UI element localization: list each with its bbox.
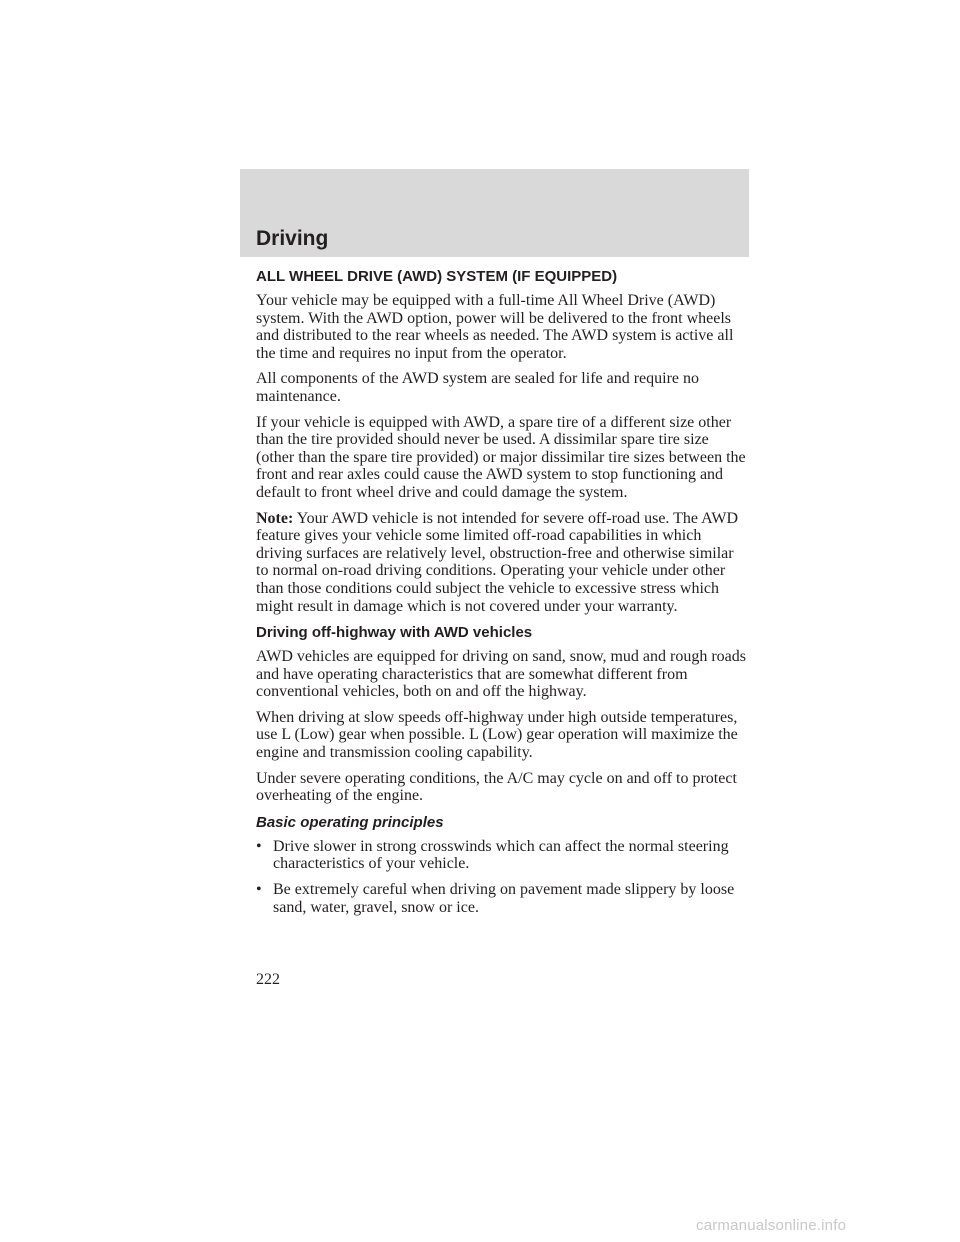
- list-item-text: Be extremely careful when driving on pavement made slippery by loose sand, water, gravel, snow or ice.: [273, 881, 735, 916]
- offhighway-paragraph-2: When driving at slow speeds off-highway under high outside temperatures, use L (Low) gear when possible. L (Low) gear operation will maximize the engine and transmission cooling capability.: [256, 708, 738, 762]
- list-item: [256, 881, 750, 916]
- bullet-icon: •: [256, 881, 262, 899]
- note-text: Your AWD vehicle is not intended for severe off-road use. The AWD feature gives your vehicle some limited off-road capabilities in which driving surfaces are relatively level, obstruction-free and otherwise similar to normal on-road driving conditions. Operating your vehicle under other than those conditions could subject the vehicle to excessive stress which might result in damage which is not covered under your warranty.: [256, 509, 739, 615]
- principles-heading: Basic operating principles: [256, 813, 444, 831]
- list-item-text: Drive slower in strong crosswinds which can affect the normal steering characteristics of your vehicle.: [273, 837, 729, 873]
- offhighway-heading: Driving off-highway with AWD vehicles: [256, 624, 533, 642]
- chapter-title: Driving: [256, 227, 329, 250]
- awd-paragraph-2: All components of the AWD system are sealed for life and require no maintenance.: [256, 370, 700, 405]
- principles-list: [256, 838, 750, 916]
- offhighway-paragraph-3: Under severe operating conditions, the A/C may cycle on and off to protect overheating of the engine.: [256, 769, 737, 805]
- offhighway-paragraph-1: AWD vehicles are equipped for driving on sand, snow, mud and rough roads and have operating characteristics that are somewhat different from conventional vehicles, both on and off the highway.: [256, 648, 747, 701]
- awd-section-heading: ALL WHEEL DRIVE (AWD) SYSTEM (IF EQUIPPED): [256, 268, 618, 285]
- note-label: Note:: [256, 509, 294, 527]
- watermark: carmanualsonline.info: [696, 1217, 847, 1234]
- list-item: [256, 838, 750, 873]
- chapter-header-band: [240, 169, 749, 257]
- page-number: 222: [256, 971, 280, 988]
- awd-paragraph-1: Your vehicle may be equipped with a full-time All Wheel Drive (AWD) system. With the AWD option, power will be delivered to the front wheels and distributed to the rear wheels as needed. The AWD system is active all the time and requires no input from the operator.: [256, 292, 734, 362]
- bullet-icon: •: [256, 837, 262, 855]
- awd-paragraph-3: If your vehicle is equipped with AWD, a spare tire of a different size other than the tire provided should never be used. A dissimilar spare tire size (other than the spare tire provided) or major dissimilar tire sizes between the front and rear axles could cause the AWD system to stop functioning and default to front wheel drive and could damage the system.: [256, 413, 746, 501]
- awd-note: [256, 510, 750, 616]
- page-content: [256, 267, 750, 924]
